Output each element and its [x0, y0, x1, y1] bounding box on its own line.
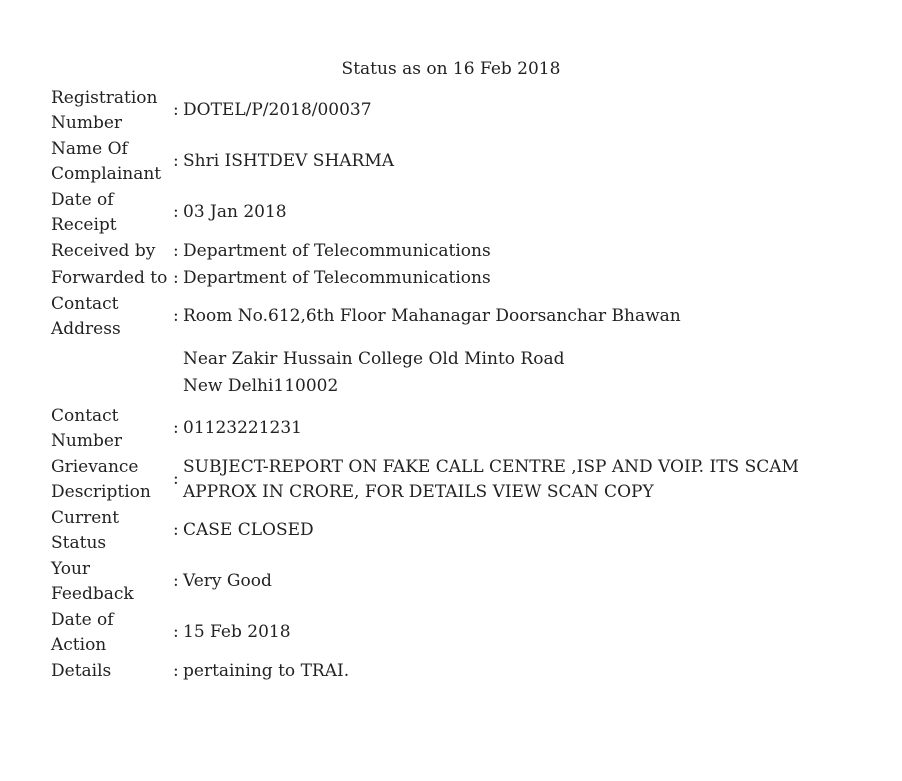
- forwarded-to-label: Forwarded to: [51, 267, 168, 288]
- your-feedback-label: Your Feedback: [51, 559, 134, 604]
- colon-separator: :: [173, 469, 179, 490]
- row-contact-number: [51, 404, 843, 453]
- row-current-status: [51, 506, 843, 555]
- name-of-complainant-value: Shri ISHTDEV SHARMA: [183, 151, 395, 172]
- row-details: [51, 659, 843, 684]
- row-date-of-action: [51, 608, 843, 657]
- details-value: pertaining to TRAI.: [183, 661, 350, 681]
- colon-separator: :: [173, 202, 179, 223]
- contact-address-label: Contact Address: [51, 294, 121, 339]
- registration-number-value: DOTEL/P/2018/00037: [183, 100, 372, 121]
- received-by-label: Received by: [51, 241, 156, 261]
- grievance-description-value: SUBJECT-REPORT ON FAKE CALL CENTRE ,ISP AND VOIP. ITS SCAM APPROX IN CRORE, FOR DETAILS VIEW SCAN COPY: [183, 457, 799, 502]
- contact-number-value: 01123221231: [183, 418, 302, 439]
- contact-address-value: Room No.612,6th Floor Mahanagar Doorsanchar Bhawan: [183, 306, 681, 327]
- colon-separator: :: [173, 306, 179, 327]
- row-name-of-complainant: [51, 137, 843, 186]
- your-feedback-value: Very Good: [183, 571, 272, 592]
- row-contact-address-line-2: [51, 343, 843, 372]
- grievance-status-table: [47, 84, 847, 686]
- row-contact-address: [51, 292, 843, 341]
- forwarded-to-value: Department of Telecommunications: [183, 267, 491, 288]
- row-contact-address-line-3: [51, 374, 843, 403]
- colon-separator: :: [173, 418, 179, 439]
- contact-number-label: Contact Number: [51, 406, 123, 451]
- colon-separator: :: [173, 520, 179, 541]
- name-of-complainant-label: Name Of Complainant: [51, 139, 162, 184]
- row-grievance-description: [51, 455, 843, 504]
- colon-separator: :: [173, 241, 179, 261]
- row-forwarded-to: [51, 266, 843, 291]
- row-received-by: [51, 239, 843, 264]
- row-registration-number: [51, 86, 843, 135]
- colon-separator: :: [173, 151, 179, 172]
- details-label: Details: [51, 661, 112, 681]
- grievance-description-label: Grievance Description: [51, 457, 151, 502]
- colon-separator: :: [173, 267, 179, 288]
- date-of-action-value: 15 Feb 2018: [183, 622, 291, 643]
- status-heading: Status as on 16 Feb 2018: [341, 59, 561, 79]
- colon-separator: :: [173, 571, 179, 592]
- received-by-value: Department of Telecommunications: [183, 241, 491, 261]
- colon-separator: :: [173, 661, 179, 681]
- current-status-label: Current Status: [51, 508, 120, 553]
- date-of-receipt-value: 03 Jan 2018: [183, 202, 287, 223]
- date-of-receipt-label: Date of Receipt: [51, 190, 117, 235]
- row-your-feedback: [51, 557, 843, 606]
- registration-number-label: Registration Number: [51, 88, 158, 133]
- colon-separator: :: [173, 100, 179, 121]
- contact-address-line-3: New Delhi110002: [183, 375, 339, 396]
- row-date-of-receipt: [51, 188, 843, 237]
- contact-address-line-2: Near Zakir Hussain College Old Minto Road: [183, 349, 565, 369]
- date-of-action-label: Date of Action: [51, 610, 114, 655]
- current-status-value: CASE CLOSED: [183, 520, 314, 541]
- colon-separator: :: [173, 622, 179, 643]
